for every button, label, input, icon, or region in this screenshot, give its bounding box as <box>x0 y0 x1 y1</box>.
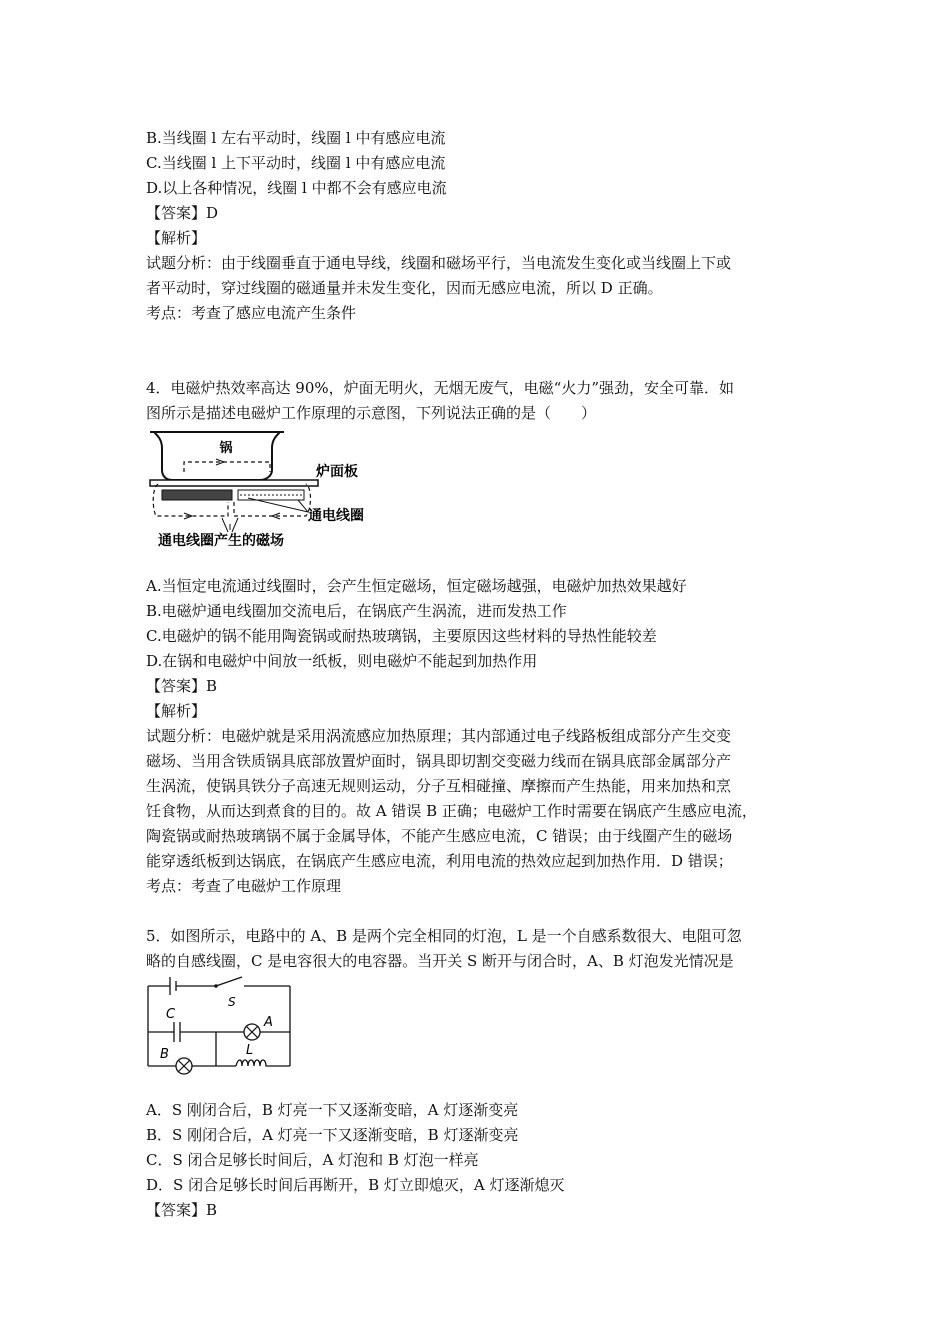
q3-answer: 【答案】D <box>146 204 219 222</box>
battery <box>148 977 216 995</box>
q3-option-d: D.以上各种情况，线圈 l 中都不会有感应电流 <box>146 179 447 197</box>
q4-analysis-line: 陶瓷锅或耐热玻璃锅不属于金属导体，不能产生感应电流，C 错误；由于线圈产生的磁场 <box>146 827 733 845</box>
field-label: 通电线圈产生的磁场 <box>158 533 284 549</box>
q4-analysis-line: 试题分析：电磁炉就是采用涡流感应加热原理；其内部通过电子线路板组成部分产生交变 <box>146 727 732 745</box>
circuit-diagram <box>144 974 300 1076</box>
inductor-label: L <box>246 1043 254 1058</box>
inductor <box>236 1060 290 1066</box>
field-line-upper <box>184 462 270 472</box>
q4-stem-line: 4．电磁炉热效率高达 90%，炉面无明火，无烟无废气，电磁“火力”强劲，安全可靠．如 <box>146 379 734 397</box>
q4-analysis-line: 磁场、当用含铁质锅具底部放置炉面时，锅具即切割交变磁力线而在锅具底部金属部分产 <box>146 752 732 770</box>
coil-right <box>238 490 304 500</box>
switch <box>216 977 242 986</box>
q4-analysis-line: 能穿透纸板到达锅底，在锅底产生感应电流，利用电流的热效应起到加热作用．D 错误； <box>146 852 733 870</box>
q4-answer: 【答案】B <box>146 677 218 695</box>
pot-outline <box>150 432 284 480</box>
panel-label: 炉面板 <box>316 464 358 480</box>
q3-option-b: B.当线圈 l 左右平动时，线圈 l 中有感应电流 <box>146 129 446 147</box>
q5-stem-line: 略的自感线圈，C 是电容很大的电容器。当开关 S 断开与闭合时，A、B 灯泡发光情况是 <box>146 952 734 970</box>
q4-option-b: B.电磁炉通电线圈加交流电后，在锅底产生涡流，进而发热工作 <box>146 602 567 620</box>
capacitor-label: C <box>166 1007 176 1022</box>
q5-answer: 【答案】B <box>146 1201 218 1219</box>
q5-option-d: D．S 闭合足够长时间后再断开，B 灯立即熄灭，A 灯逐渐熄灭 <box>146 1176 565 1194</box>
switch-label: S <box>228 995 236 1009</box>
q5-option-b: B．S 刚闭合后，A 灯亮一下又逐渐变暗，B 灯逐渐变亮 <box>146 1126 519 1144</box>
induction-cooker-diagram <box>148 428 388 552</box>
coil-left <box>162 490 232 500</box>
q3-exam-point: 考点：考查了感应电流产生条件 <box>146 304 357 322</box>
q5-stem-line: 5．如图所示，电路中的 A、B 是两个完全相同的灯泡，L 是一个自感系数很大、电阻可忽 <box>146 927 742 945</box>
lamp-b <box>176 1058 192 1074</box>
q5-option-c: C．S 闭合足够长时间后，A 灯泡和 B 灯泡一样亮 <box>146 1151 479 1169</box>
q4-option-d: D.在锅和电磁炉中间放一纸板，则电磁炉不能起到加热作用 <box>146 652 538 670</box>
q4-analysis-heading: 【解析】 <box>146 702 207 720</box>
lamp-a-label: A <box>264 1015 273 1030</box>
lamp-b-label: B <box>160 1047 169 1062</box>
q4-analysis-line: 生涡流，使锅具铁分子高速无规则运动，分子互相碰撞、摩擦而产生热能，用来加热和烹 <box>146 777 732 795</box>
pot-label: 锅 <box>219 441 233 456</box>
q4-analysis-line: 饪食物，从而达到煮食的目的。故 A 错误 B 正确；电磁炉工作时需要在锅底产生感应电流， <box>146 802 757 820</box>
q3-option-c: C.当线圈 l 上下平动时，线圈 l 中有感应电流 <box>146 154 446 172</box>
q4-option-c: C.电磁炉的锅不能用陶瓷锅或耐热玻璃锅，主要原因这些材料的导热性能较差 <box>146 627 657 645</box>
lamp-a <box>244 1024 260 1040</box>
stove-panel <box>150 480 318 486</box>
q3-analysis-line: 者平动时，穿过线圈的磁通量并未发生变化，因而无感应电流，所以 D 正确。 <box>146 279 663 297</box>
q3-analysis-heading: 【解析】 <box>146 229 207 247</box>
q4-stem-line: 图所示是描述电磁炉工作原理的示意图，下列说法正确的是（ ） <box>146 404 597 422</box>
q4-option-a: A.当恒定电流通过线圈时，会产生恒定磁场，恒定磁场越强，电磁炉加热效果越好 <box>146 577 687 595</box>
coil-label: 通电线圈 <box>308 508 364 524</box>
q3-analysis-line: 试题分析：由于线圈垂直于通电导线，线圈和磁场平行，当电流发生变化或当线圈上下或 <box>146 254 732 272</box>
q4-exam-point: 考点：考查了电磁炉工作原理 <box>146 877 342 895</box>
q5-option-a: A．S 刚闭合后，B 灯亮一下又逐渐变暗，A 灯逐渐变亮 <box>146 1101 519 1119</box>
